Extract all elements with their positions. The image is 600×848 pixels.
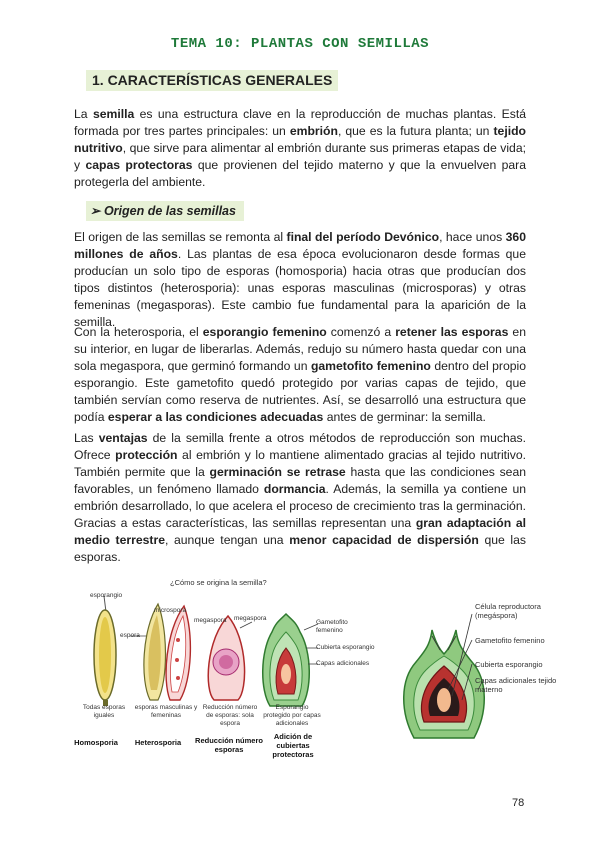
label-microspora: microspora — [154, 607, 187, 614]
label-espora: espora — [120, 632, 140, 639]
section-heading: 1. CARACTERÍSTICAS GENERALES — [86, 70, 338, 91]
label-celula-reproductora: Célula reproductora (megáspora) — [475, 602, 541, 620]
figure-question: ¿Cómo se origina la semilla? — [170, 578, 267, 587]
caption-reduction: Reducción número de esporas: sola espora — [202, 704, 258, 727]
origin-paragraph-1: El origen de las semillas se remonta al final del período Devónico, hace unos 360 millones de años. Las plantas de esa época evolucionaron desde formas que producían un solo tipo de esporas (homosporia) hacia otras que producían dos tipos distintos (heterosporia): unas esporas masculinas (microsporas) y otras femeninas (megasporas). Este cambio fue fundamental para la aparición de la semilla. — [74, 230, 526, 329]
stage-reduction: Reducción número esporas — [195, 736, 263, 754]
page-number: 78 — [512, 797, 525, 809]
origin-paragraph-2: Con la heterosporia, el esporangio femenino comenzó a retener las esporas en su interior, en lugar de liberarlas. Además, redujo su número hasta quedar con una sola megaspora, que germinó formando un gametofito femenino dentro del propio esporangio. Este gametofito quedó protegido por varias capas de tejido, que también servían como reserva de nutrientes. Así, se desarrolló una estructura que podía esperar a las condiciones adecuadas antes de germinar: la semilla. — [74, 325, 526, 424]
intro-paragraph: La semilla es una estructura clave en la reproducción de muchas plantas. Está formada por tres partes principales: un embrión, que es la futura planta; un tejido nutritivo, que sirve para alimentar al embrión durante sus primeras etapas de vida; y capas protectoras que provienen del tejido materno y que la envuelven para protegerla del ambiente. — [74, 107, 526, 189]
label-gametofito-right: Gametofito femenino — [475, 636, 545, 645]
label-esporangio: esporangio — [90, 592, 123, 599]
caption-heterosporia: esporas masculinas y femeninas — [134, 704, 198, 719]
stage-heterosporia: Heterosporia — [134, 738, 182, 747]
label-cubierta-right: Cubierta esporangio — [475, 660, 543, 669]
homosporia-sporangium-illustration — [94, 596, 116, 706]
label-megaspora: megaspora — [194, 617, 227, 624]
seed-cross-section-illustration — [404, 614, 485, 738]
caption-protective-layers: Esporangio protegido por capas adicionales — [263, 704, 321, 727]
label-megaspora-2: megaspora — [234, 615, 267, 622]
protected-sporangium-illustration — [263, 614, 318, 706]
stage-protective-layers: Adición de cubiertas protectoras — [272, 732, 314, 759]
label-cubierta-esporangio: Cubierta esporangio — [316, 644, 375, 651]
advantages-paragraph: Las ventajas de la semilla frente a otros métodos de reproducción son muchas. Ofrece protección al embrión y lo mantiene alimentado gracias al tejido nutritivo. También permite que la germinación se retrase hasta que las condiciones sean favorables, un fenómeno llamado dormancia. Además, la semilla ya contiene un embrión desarrollado, lo que acelera el proceso de crecimiento tras la germinación. Gracias a estas características, las semillas representan una gran adaptación al medio terrestre, aunque tengan una menor capacidad de dispersión que las esporas. — [74, 431, 527, 564]
page-title: TEMA 10: PLANTAS CON SEMILLAS — [170, 36, 430, 52]
label-capas-right: Capas adicionales tejido materno — [475, 676, 557, 694]
stage-homosporia: Homosporia — [74, 738, 118, 747]
heterosporia-sporangia-illustration — [130, 604, 190, 700]
label-capas-adicionales: Capas adicionales — [316, 660, 370, 667]
reduced-megaspore-illustration — [208, 616, 252, 700]
caption-homosporia: Todas esporas iguales — [82, 704, 126, 719]
subheading-origin: ➢ Origen de las semillas — [86, 201, 244, 221]
label-gametofito-femenino: Gametofito femenino — [316, 619, 348, 634]
